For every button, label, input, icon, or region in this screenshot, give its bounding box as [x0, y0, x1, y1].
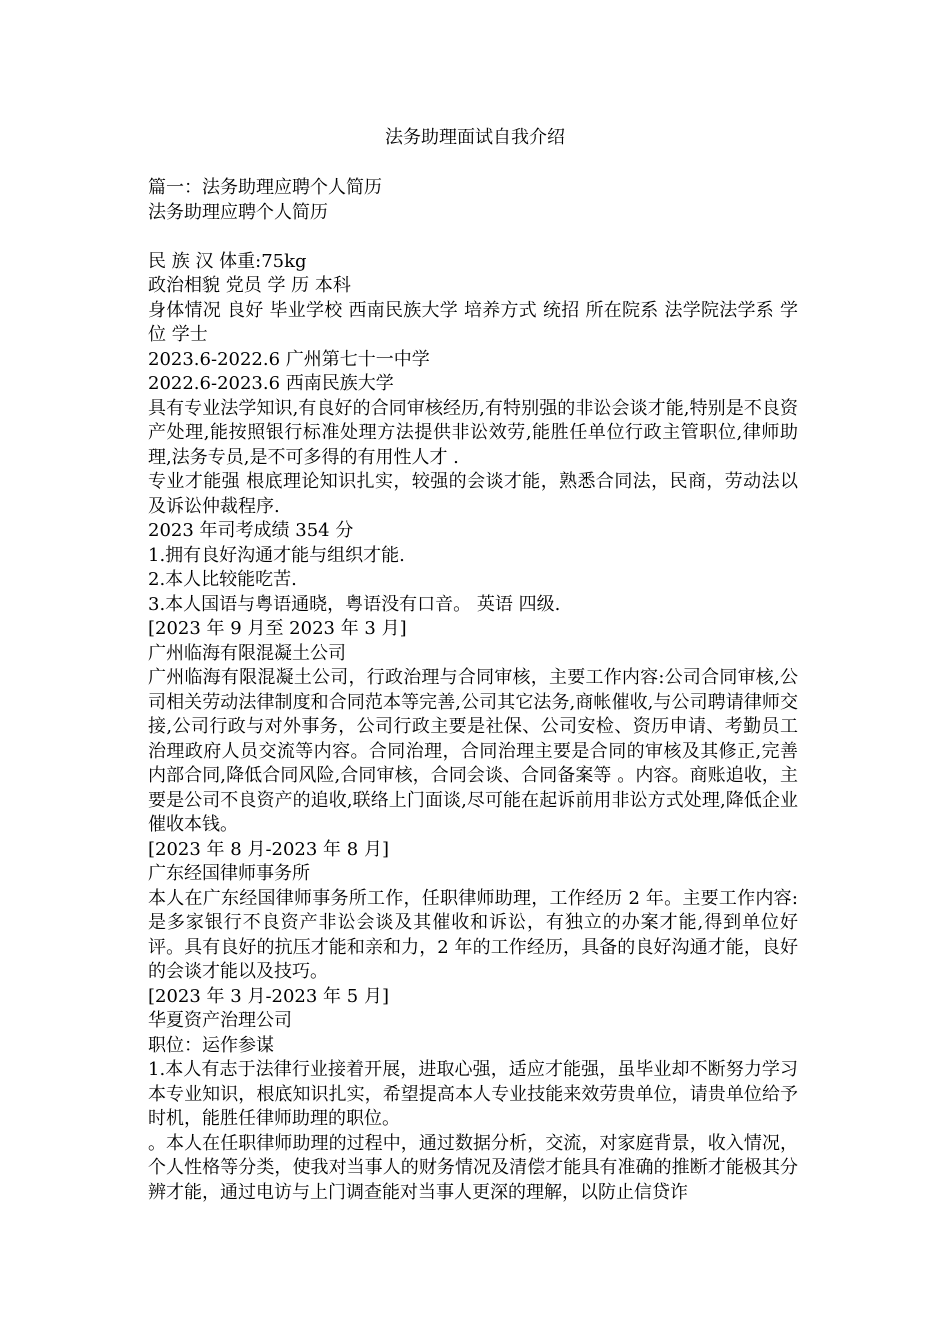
paragraph: 政治相貌 党员 学 历 本科	[148, 275, 351, 296]
paragraph: 2.本人比较能吃苦.	[148, 569, 297, 590]
paragraph: 身体情况 良好 毕业学校 西南民族大学 培养方式 统招 所在院系 法学院法学系 学 位 学士	[148, 299, 798, 345]
paragraph: 2023.6-2022.6 广州第七十一中学	[148, 348, 430, 370]
paragraph: 本人在广东经国律师事务所工作，任职律师助理，工作经历 2 年。主要工作内容:是多家银行不良资产非讼会谈及其催收和诉讼，有独立的办案才能,得到单位好评。具有良好的抗压才能和亲和力，2 年的工作经历，具备的良好沟通才能，良好的会谈才能以及技巧。	[148, 887, 798, 982]
paragraph: 1.拥有良好沟通才能与组织才能.	[148, 544, 405, 566]
paragraph: 。本人在任职律师助理的过程中，通过数据分析，交流，对家庭背景，收入情况，个人性格等分类，使我对当事人的财务情况及清偿才能具有准确的推断才能极其分辨才能，通过电访与上门调查能对当事人更深的理解，以防止信贷诈	[148, 1132, 798, 1203]
document-title: 法务助理面试自我介绍	[385, 127, 565, 148]
paragraph: 广州临海有限混凝土公司，行政治理与合同审核，主要工作内容:公司合同审核,公司相关劳动法律制度和合同范本等完善,公司其它法务,商帐催收,与公司聘请律师交接,公司行政与对外事务，公司行政主要是社保、公司安检、资历申请、考勤员工治理政府人员交流等内容。合同治理，合同治理主要是合同的审核及其修正,完善内部合同,降低合同风险,合同审核，合同会谈、合同备案等 。内容。商账追收，主要是公司不良资产的追收,联络上门面谈,尽可能在起诉前用非讼方式处理,降低企业催收本钱。	[148, 667, 798, 835]
date-range: [2023 年 3 月-2023 年 5 月]	[148, 985, 389, 1007]
paragraph: 2023 年司考成绩 354 分	[148, 520, 354, 541]
date-range: [2023 年 9 月至 2023 年 3 月]	[148, 618, 407, 639]
section-heading: 篇一：法务助理应聘个人简历	[148, 177, 382, 198]
paragraph: 3.本人国语与粤语通晓，粤语没有口音。 英语 四级.	[148, 593, 561, 615]
resume-heading: 法务助理应聘个人简历	[148, 201, 328, 223]
paragraph: 专业才能强 根底理论知识扎实，较强的会谈才能，熟悉合同法，民商，劳动法以及诉讼仲裁程序.	[148, 471, 798, 517]
paragraph: 具有专业法学知识,有良好的合同审核经历,有特别强的非讼会谈才能,特别是不良资产处理,能按照银行标准处理方法提供非讼效劳,能胜任单位行政主管职位,律师助理,法务专员,是不可多得的有用性人才 .	[148, 397, 798, 468]
job-position: 职位：运作参谋	[148, 1034, 274, 1056]
company-name: 广州临海有限混凝土公司	[148, 642, 346, 664]
company-name: 广东经国律师事务所	[148, 863, 310, 884]
paragraph: 2022.6-2023.6 西南民族大学	[148, 373, 394, 394]
company-name: 华夏资产治理公司	[148, 1010, 292, 1031]
paragraph: 民 族 汉 体重:75kg	[148, 250, 307, 272]
blank-line	[148, 225, 798, 250]
paragraph: 1.本人有志于法律行业接着开展，进取心强，适应才能强，虽毕业却不断努力学习本专业知识，根底知识扎实，希望提高本人专业技能来效劳贵单位，请贵单位给予时机，能胜任律师助理的职位。	[148, 1059, 798, 1129]
document-body	[148, 176, 798, 1205]
date-range: [2023 年 8 月-2023 年 8 月]	[148, 838, 389, 860]
